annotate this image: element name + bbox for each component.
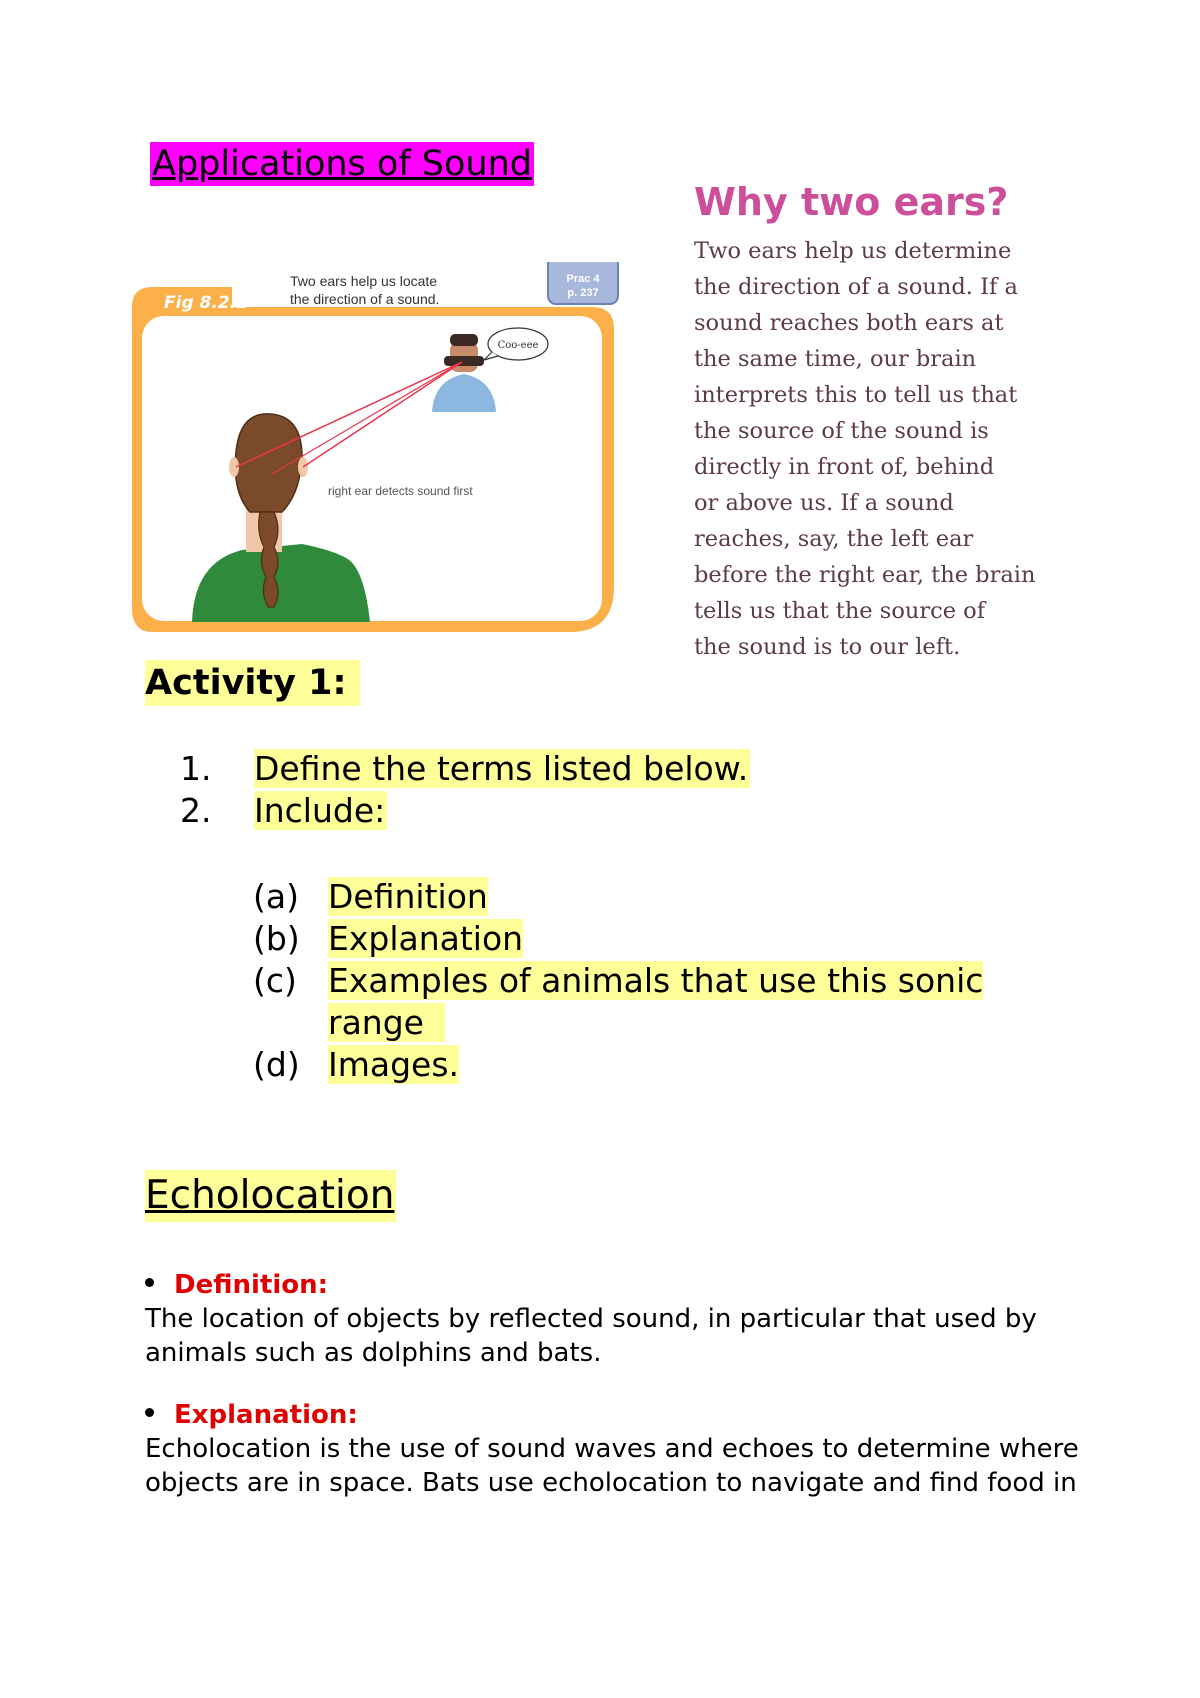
definition-text	[145, 1302, 1085, 1370]
activity-subitem	[253, 876, 488, 918]
figure-caption-line1: Two ears help us locate	[290, 273, 438, 289]
sidebar-line: interprets this to tell us that	[694, 382, 1018, 408]
subitem-letter: (a)	[253, 877, 299, 916]
subitem-letter: (b)	[253, 919, 300, 958]
subitem-text: Definition	[328, 877, 488, 916]
definition-line: animals such as dolphins and bats.	[145, 1338, 602, 1368]
sidebar-line: before the right ear, the brain	[694, 562, 1036, 588]
sidebar-heading: Why two ears?	[694, 180, 1009, 224]
page-title: Applications of Sound	[152, 144, 532, 184]
sidebar-line: directly in front of, behind	[694, 454, 995, 480]
subitem-text-line2: range	[328, 1003, 424, 1042]
explanation-line: Echolocation is the use of sound waves and echoes to determine where	[145, 1434, 1079, 1464]
definition-bullet	[145, 1268, 328, 1302]
figure-label: Fig 8.2.2	[164, 293, 248, 313]
sidebar-line: sound reaches both ears at	[694, 310, 1004, 336]
item-number: 2.	[180, 791, 212, 830]
figure-caption-line2: the direction of a sound.	[290, 291, 440, 307]
definition-line: The location of objects by reflected sound, in particular that used by	[145, 1304, 1037, 1334]
definition-label: Definition:	[174, 1270, 329, 1300]
sidebar-line: the direction of a sound. If a	[694, 274, 1018, 300]
figure-illustration	[132, 262, 622, 632]
explanation-label: Explanation:	[174, 1400, 358, 1430]
activity-heading: Activity 1:	[145, 660, 360, 706]
sidebar-why-two-ears	[694, 175, 1074, 665]
explanation-text	[145, 1432, 1085, 1500]
prac-badge-line2: p. 237	[567, 287, 599, 299]
activity-subitem	[253, 1044, 459, 1086]
sidebar-line: or above us. If a sound	[694, 490, 954, 516]
activity-item	[180, 748, 750, 790]
bullet-dot-icon	[145, 1278, 154, 1287]
sidebar-line: tells us that the source of	[694, 598, 986, 624]
explanation-line: objects are in space. Bats use echolocation to navigate and find food in	[145, 1468, 1077, 1498]
speech-text: Coo-eee	[497, 340, 539, 351]
sidebar-line: Two ears help us determine	[694, 238, 1012, 264]
activity-subitem	[253, 918, 523, 960]
ear-annotation: right ear detects sound first	[328, 484, 473, 498]
man-hands	[444, 356, 484, 366]
item-number: 1.	[180, 749, 212, 788]
subitem-text: Images.	[328, 1045, 460, 1084]
prac-badge-line1: Prac 4	[566, 273, 600, 285]
subitem-letter: (d)	[253, 1045, 300, 1084]
figure-two-ears	[132, 262, 622, 632]
activity-subitem	[253, 960, 994, 1044]
bullet-dot-icon	[145, 1408, 154, 1417]
sidebar-text	[694, 233, 1074, 665]
explanation-bullet	[145, 1398, 358, 1432]
man-hair	[450, 334, 478, 346]
subitem-text: Explanation	[328, 919, 524, 958]
echolocation-heading: Echolocation	[145, 1170, 396, 1222]
item-text: Include:	[254, 791, 386, 830]
activity-item	[180, 790, 387, 832]
subitem-letter: (c)	[253, 961, 297, 1000]
item-text: Define the terms listed below.	[254, 749, 749, 788]
sidebar-line: the source of the sound is	[694, 418, 989, 444]
sidebar-line: the sound is to our left.	[694, 634, 961, 660]
subitem-text-line1: Examples of animals that use this sonic	[328, 961, 984, 1000]
sidebar-line: reaches, say, the left ear	[694, 526, 974, 552]
sidebar-line: the same time, our brain	[694, 346, 977, 372]
